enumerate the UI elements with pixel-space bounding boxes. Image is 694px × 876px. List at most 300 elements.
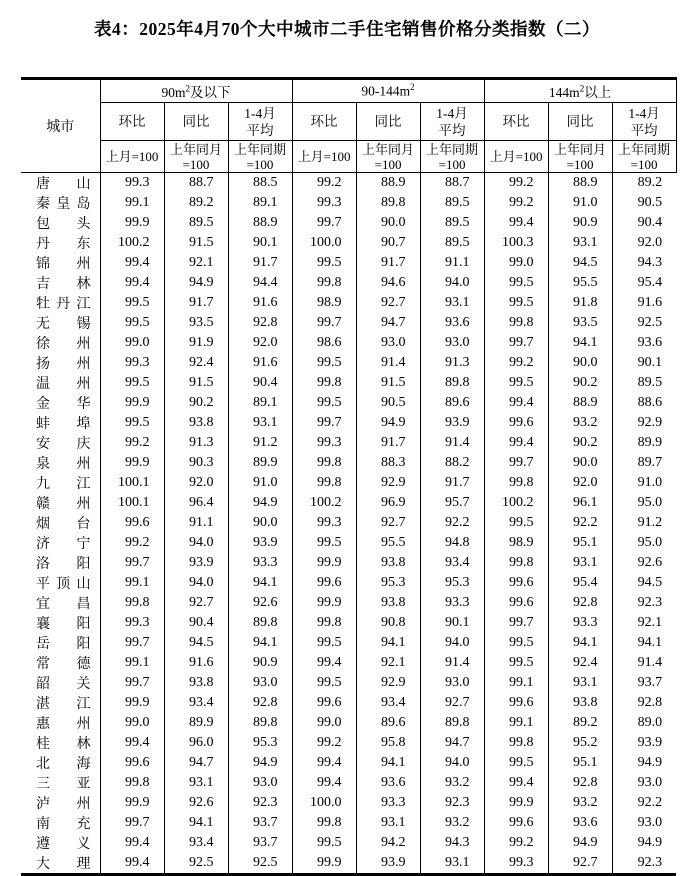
value-cell: 93.0	[228, 673, 292, 693]
value-cell: 99.7	[100, 673, 164, 693]
value-cell: 95.3	[356, 573, 420, 593]
metric-header-mom: 环比	[292, 103, 356, 141]
table-row	[21, 433, 676, 453]
value-cell: 99.5	[484, 273, 548, 293]
value-cell: 90.5	[356, 393, 420, 413]
value-cell: 90.2	[548, 373, 612, 393]
value-cell: 99.2	[100, 533, 164, 553]
value-cell: 99.8	[484, 313, 548, 333]
value-cell: 99.0	[484, 253, 548, 273]
city-char: 湛	[36, 697, 50, 712]
value-cell: 91.5	[164, 233, 228, 253]
value-cell: 90.3	[164, 453, 228, 473]
value-cell: 99.2	[484, 173, 548, 194]
value-cell: 88.7	[420, 173, 484, 194]
value-cell: 99.5	[484, 753, 548, 773]
city-char: 庆	[76, 437, 91, 452]
value-cell: 99.1	[484, 713, 548, 733]
value-cell: 94.9	[356, 413, 420, 433]
value-cell: 93.9	[228, 533, 292, 553]
table-row	[21, 753, 676, 773]
base-header-same-month: 上年同月 =100	[356, 141, 420, 173]
city-cell	[21, 653, 100, 673]
city-cell	[21, 673, 100, 693]
value-cell: 92.7	[164, 593, 228, 613]
superscript: 2	[579, 83, 585, 94]
value-cell: 99.4	[100, 853, 164, 875]
table-row	[21, 453, 676, 473]
value-cell: 92.3	[612, 593, 676, 613]
value-cell: 89.6	[356, 713, 420, 733]
value-cell: 100.2	[292, 493, 356, 513]
value-cell: 88.3	[356, 453, 420, 473]
city-cell	[21, 853, 100, 875]
city-char: 泸	[36, 797, 50, 812]
metric-header-mom: 环比	[100, 103, 164, 141]
value-cell: 99.4	[484, 773, 548, 793]
city-char: 充	[76, 817, 91, 832]
value-cell: 89.9	[164, 713, 228, 733]
table-row	[21, 813, 676, 833]
value-cell: 99.4	[100, 733, 164, 753]
base-header-same-month: 上年同月 =100	[164, 141, 228, 173]
value-cell: 90.4	[612, 213, 676, 233]
value-cell: 91.7	[228, 253, 292, 273]
value-cell: 100.0	[292, 233, 356, 253]
city-char: 江	[76, 297, 91, 312]
value-cell: 92.5	[228, 853, 292, 875]
city-char: 无	[36, 317, 50, 332]
city-cell	[21, 413, 100, 433]
value-cell: 94.5	[612, 573, 676, 593]
value-cell: 90.4	[164, 613, 228, 633]
value-cell: 89.2	[612, 173, 676, 194]
value-cell: 99.6	[292, 693, 356, 713]
city-char: 烟	[36, 517, 50, 532]
value-cell: 93.3	[548, 613, 612, 633]
value-cell: 90.1	[612, 353, 676, 373]
value-cell: 90.8	[356, 613, 420, 633]
city-cell	[21, 173, 100, 194]
city-char: 常	[36, 657, 50, 672]
value-cell: 91.6	[228, 353, 292, 373]
city-char: 吉	[36, 277, 50, 292]
table-row	[21, 513, 676, 533]
value-cell: 91.7	[164, 293, 228, 313]
value-cell: 99.5	[292, 833, 356, 853]
city-char: 昌	[76, 597, 91, 612]
value-cell: 92.0	[228, 333, 292, 353]
superscript: 2	[185, 83, 191, 94]
value-cell: 91.4	[356, 353, 420, 373]
value-cell: 100.0	[292, 793, 356, 813]
table-row	[21, 253, 676, 273]
city-cell	[21, 533, 100, 553]
value-cell: 99.2	[484, 353, 548, 373]
value-cell: 99.2	[100, 433, 164, 453]
city-char: 惠	[36, 717, 50, 732]
value-cell: 99.6	[484, 573, 548, 593]
city-char: 洛	[36, 557, 50, 572]
city-char: 江	[76, 697, 91, 712]
value-cell: 99.5	[484, 373, 548, 393]
city-char: 阳	[76, 617, 91, 632]
value-cell: 99.7	[100, 553, 164, 573]
value-cell: 99.4	[100, 273, 164, 293]
value-cell: 99.7	[100, 633, 164, 653]
value-cell: 95.4	[548, 573, 612, 593]
value-cell: 92.8	[612, 693, 676, 713]
value-cell: 94.1	[356, 753, 420, 773]
city-char: 海	[76, 757, 91, 772]
value-cell: 96.1	[548, 493, 612, 513]
value-cell: 92.1	[612, 613, 676, 633]
value-cell: 91.7	[356, 433, 420, 453]
value-cell: 99.6	[100, 753, 164, 773]
value-cell: 99.3	[484, 853, 548, 875]
value-cell: 91.6	[228, 293, 292, 313]
value-cell: 93.1	[548, 233, 612, 253]
value-cell: 99.6	[484, 593, 548, 613]
value-cell: 92.2	[420, 513, 484, 533]
value-cell: 99.9	[484, 793, 548, 813]
value-cell: 89.5	[420, 213, 484, 233]
value-cell: 93.2	[420, 813, 484, 833]
city-char: 州	[76, 257, 91, 272]
table-row	[21, 373, 676, 393]
value-cell: 99.9	[100, 453, 164, 473]
value-cell: 89.1	[228, 393, 292, 413]
value-cell: 91.7	[420, 473, 484, 493]
metric-header-yoy: 同比	[548, 103, 612, 141]
value-cell: 99.6	[484, 693, 548, 713]
value-cell: 99.1	[100, 653, 164, 673]
value-cell: 93.1	[356, 813, 420, 833]
value-cell: 89.7	[612, 453, 676, 473]
table-row	[21, 493, 676, 513]
value-cell: 94.1	[356, 633, 420, 653]
value-cell: 100.2	[484, 493, 548, 513]
table-row	[21, 353, 676, 373]
value-cell: 96.0	[164, 733, 228, 753]
value-cell: 92.6	[612, 553, 676, 573]
value-cell: 100.1	[100, 493, 164, 513]
value-cell: 99.5	[292, 673, 356, 693]
city-char: 泉	[36, 457, 50, 472]
city-char: 蚌	[36, 417, 50, 432]
table-row	[21, 333, 676, 353]
city-cell	[21, 333, 100, 353]
value-cell: 99.2	[484, 833, 548, 853]
value-cell: 90.2	[548, 433, 612, 453]
city-char: 丹	[36, 237, 50, 252]
value-cell: 99.8	[100, 773, 164, 793]
value-cell: 99.2	[484, 193, 548, 213]
city-cell	[21, 773, 100, 793]
value-cell: 99.9	[100, 213, 164, 233]
value-cell: 94.7	[356, 313, 420, 333]
city-char: 九	[36, 477, 50, 492]
value-cell: 94.2	[356, 833, 420, 853]
value-cell: 99.3	[100, 353, 164, 373]
city-char: 林	[76, 277, 91, 292]
table-row	[21, 773, 676, 793]
value-cell: 91.2	[228, 433, 292, 453]
base-header-same-month: 上年同月 =100	[548, 141, 612, 173]
value-cell: 92.6	[228, 593, 292, 613]
value-cell: 91.6	[164, 653, 228, 673]
value-cell: 99.5	[100, 313, 164, 333]
value-cell: 89.9	[228, 453, 292, 473]
value-cell: 92.1	[356, 653, 420, 673]
value-cell: 95.7	[420, 493, 484, 513]
value-cell: 99.6	[484, 413, 548, 433]
value-cell: 99.7	[292, 213, 356, 233]
value-cell: 92.5	[612, 313, 676, 333]
table-row	[21, 293, 676, 313]
city-char: 安	[36, 437, 50, 452]
city-cell	[21, 313, 100, 333]
value-cell: 88.2	[420, 453, 484, 473]
value-cell: 93.1	[164, 773, 228, 793]
value-cell: 99.8	[100, 593, 164, 613]
city-char: 关	[76, 677, 91, 692]
value-cell: 92.7	[420, 693, 484, 713]
city-char: 丹	[56, 297, 71, 312]
value-cell: 99.8	[292, 473, 356, 493]
city-cell	[21, 393, 100, 413]
table-row	[21, 533, 676, 553]
group-label: 及以下	[190, 85, 231, 100]
value-cell: 90.9	[228, 653, 292, 673]
city-char: 亚	[76, 777, 91, 792]
city-char: 韶	[36, 677, 50, 692]
value-cell: 93.4	[164, 693, 228, 713]
value-cell: 91.0	[612, 473, 676, 493]
metric-header-avg: 1-4月 平均	[612, 103, 676, 141]
base-header-same-period: 上年同期 =100	[228, 141, 292, 173]
city-char: 台	[76, 517, 91, 532]
value-cell: 88.7	[164, 173, 228, 194]
value-cell: 91.6	[612, 293, 676, 313]
value-cell: 99.5	[292, 353, 356, 373]
value-cell: 99.9	[292, 553, 356, 573]
group-label: 90-144m	[361, 83, 411, 99]
value-cell: 89.1	[228, 193, 292, 213]
value-cell: 95.5	[356, 533, 420, 553]
value-cell: 92.7	[356, 293, 420, 313]
value-cell: 91.3	[420, 353, 484, 373]
city-cell	[21, 353, 100, 373]
city-char: 阳	[76, 637, 91, 652]
value-cell: 95.1	[548, 753, 612, 773]
value-cell: 94.8	[420, 533, 484, 553]
value-cell: 89.8	[420, 713, 484, 733]
value-cell: 90.5	[612, 193, 676, 213]
table-row	[21, 593, 676, 613]
city-cell	[21, 433, 100, 453]
value-cell: 99.8	[484, 553, 548, 573]
value-cell: 92.9	[612, 413, 676, 433]
city-char: 州	[76, 797, 91, 812]
table-row	[21, 213, 676, 233]
value-cell: 99.1	[484, 673, 548, 693]
city-char: 岳	[36, 637, 50, 652]
value-cell: 99.0	[100, 713, 164, 733]
city-cell	[21, 633, 100, 653]
value-cell: 92.8	[548, 593, 612, 613]
value-cell: 93.1	[420, 853, 484, 875]
value-cell: 92.8	[228, 313, 292, 333]
value-cell: 93.5	[548, 313, 612, 333]
metric-header-avg: 1-4月 平均	[420, 103, 484, 141]
value-cell: 95.1	[548, 533, 612, 553]
value-cell: 93.4	[420, 553, 484, 573]
city-char: 宜	[36, 597, 50, 612]
city-cell	[21, 293, 100, 313]
value-cell: 91.2	[612, 513, 676, 533]
value-cell: 99.3	[100, 173, 164, 194]
city-char: 锦	[36, 257, 50, 272]
value-cell: 98.6	[292, 333, 356, 353]
value-cell: 99.8	[484, 473, 548, 493]
value-cell: 95.0	[612, 533, 676, 553]
value-cell: 88.9	[356, 173, 420, 194]
value-cell: 91.5	[356, 373, 420, 393]
value-cell: 99.5	[292, 393, 356, 413]
value-cell: 90.0	[548, 353, 612, 373]
value-cell: 99.5	[100, 413, 164, 433]
table-row	[21, 233, 676, 253]
value-cell: 90.4	[228, 373, 292, 393]
value-cell: 99.3	[292, 513, 356, 533]
value-cell: 92.0	[548, 473, 612, 493]
value-cell: 92.3	[228, 793, 292, 813]
value-cell: 99.2	[292, 173, 356, 194]
value-cell: 90.1	[420, 613, 484, 633]
value-cell: 93.1	[228, 413, 292, 433]
city-char: 北	[36, 757, 50, 772]
value-cell: 90.9	[548, 213, 612, 233]
city-cell	[21, 553, 100, 573]
value-cell: 89.2	[548, 713, 612, 733]
group-header-90-below	[100, 79, 292, 103]
value-cell: 94.1	[228, 573, 292, 593]
value-cell: 93.6	[356, 773, 420, 793]
city-cell	[21, 493, 100, 513]
city-char: 遵	[36, 837, 50, 852]
table-row	[21, 673, 676, 693]
value-cell: 92.9	[356, 473, 420, 493]
table-row	[21, 733, 676, 753]
city-char: 州	[76, 337, 91, 352]
value-cell: 91.7	[356, 253, 420, 273]
value-cell: 93.8	[164, 413, 228, 433]
value-cell: 93.6	[420, 313, 484, 333]
city-char: 理	[76, 857, 91, 872]
base-header-prev-month: 上月=100	[292, 141, 356, 173]
value-cell: 94.3	[612, 253, 676, 273]
value-cell: 93.8	[164, 673, 228, 693]
value-cell: 88.9	[548, 173, 612, 194]
value-cell: 96.9	[356, 493, 420, 513]
value-cell: 92.1	[164, 253, 228, 273]
city-char: 山	[76, 177, 91, 192]
value-cell: 95.3	[420, 573, 484, 593]
value-cell: 92.3	[420, 793, 484, 813]
value-cell: 99.4	[484, 433, 548, 453]
value-cell: 93.0	[420, 333, 484, 353]
value-cell: 94.1	[548, 633, 612, 653]
value-cell: 93.4	[164, 833, 228, 853]
value-cell: 93.2	[548, 413, 612, 433]
table-row	[21, 273, 676, 293]
city-char: 秦	[36, 197, 50, 212]
value-cell: 99.5	[292, 533, 356, 553]
base-header-same-period: 上年同期 =100	[612, 141, 676, 173]
group-label: 以上	[584, 85, 612, 100]
value-cell: 99.3	[292, 193, 356, 213]
value-cell: 92.2	[548, 513, 612, 533]
value-cell: 94.0	[164, 533, 228, 553]
value-cell: 92.8	[548, 773, 612, 793]
table-row	[21, 193, 676, 213]
value-cell: 99.7	[484, 453, 548, 473]
page-title: 表4：2025年4月70个大中城市二手住宅销售价格分类指数（二）	[94, 19, 600, 39]
value-cell: 99.4	[484, 393, 548, 413]
value-cell: 99.1	[100, 573, 164, 593]
value-cell: 99.5	[484, 513, 548, 533]
value-cell: 99.5	[484, 293, 548, 313]
base-header-same-period: 上年同期 =100	[420, 141, 484, 173]
value-cell: 88.9	[548, 393, 612, 413]
city-cell	[21, 193, 100, 213]
value-cell: 94.7	[164, 753, 228, 773]
value-cell: 99.4	[292, 753, 356, 773]
value-cell: 91.1	[164, 513, 228, 533]
value-cell: 99.9	[100, 793, 164, 813]
value-cell: 95.8	[356, 733, 420, 753]
value-cell: 99.8	[292, 273, 356, 293]
city-char: 徐	[36, 337, 50, 352]
city-char: 大	[36, 857, 50, 872]
value-cell: 88.6	[612, 393, 676, 413]
group-label: 90m	[161, 85, 186, 100]
value-cell: 99.5	[484, 653, 548, 673]
value-cell: 92.3	[612, 853, 676, 875]
city-cell	[21, 273, 100, 293]
city-cell	[21, 793, 100, 813]
value-cell: 99.4	[484, 213, 548, 233]
city-char: 皇	[56, 197, 71, 212]
value-cell: 92.7	[356, 513, 420, 533]
value-cell: 99.5	[100, 373, 164, 393]
city-char: 埠	[76, 417, 91, 432]
value-cell: 99.1	[100, 193, 164, 213]
value-cell: 93.7	[228, 813, 292, 833]
table-row	[21, 173, 676, 194]
price-index-table	[21, 77, 677, 876]
value-cell: 99.5	[484, 633, 548, 653]
city-char: 赣	[36, 497, 50, 512]
table-body	[21, 173, 676, 875]
value-cell: 93.8	[548, 693, 612, 713]
value-cell: 99.9	[292, 593, 356, 613]
city-char: 义	[76, 837, 91, 852]
value-cell: 92.5	[164, 853, 228, 875]
value-cell: 93.9	[164, 553, 228, 573]
city-cell	[21, 513, 100, 533]
